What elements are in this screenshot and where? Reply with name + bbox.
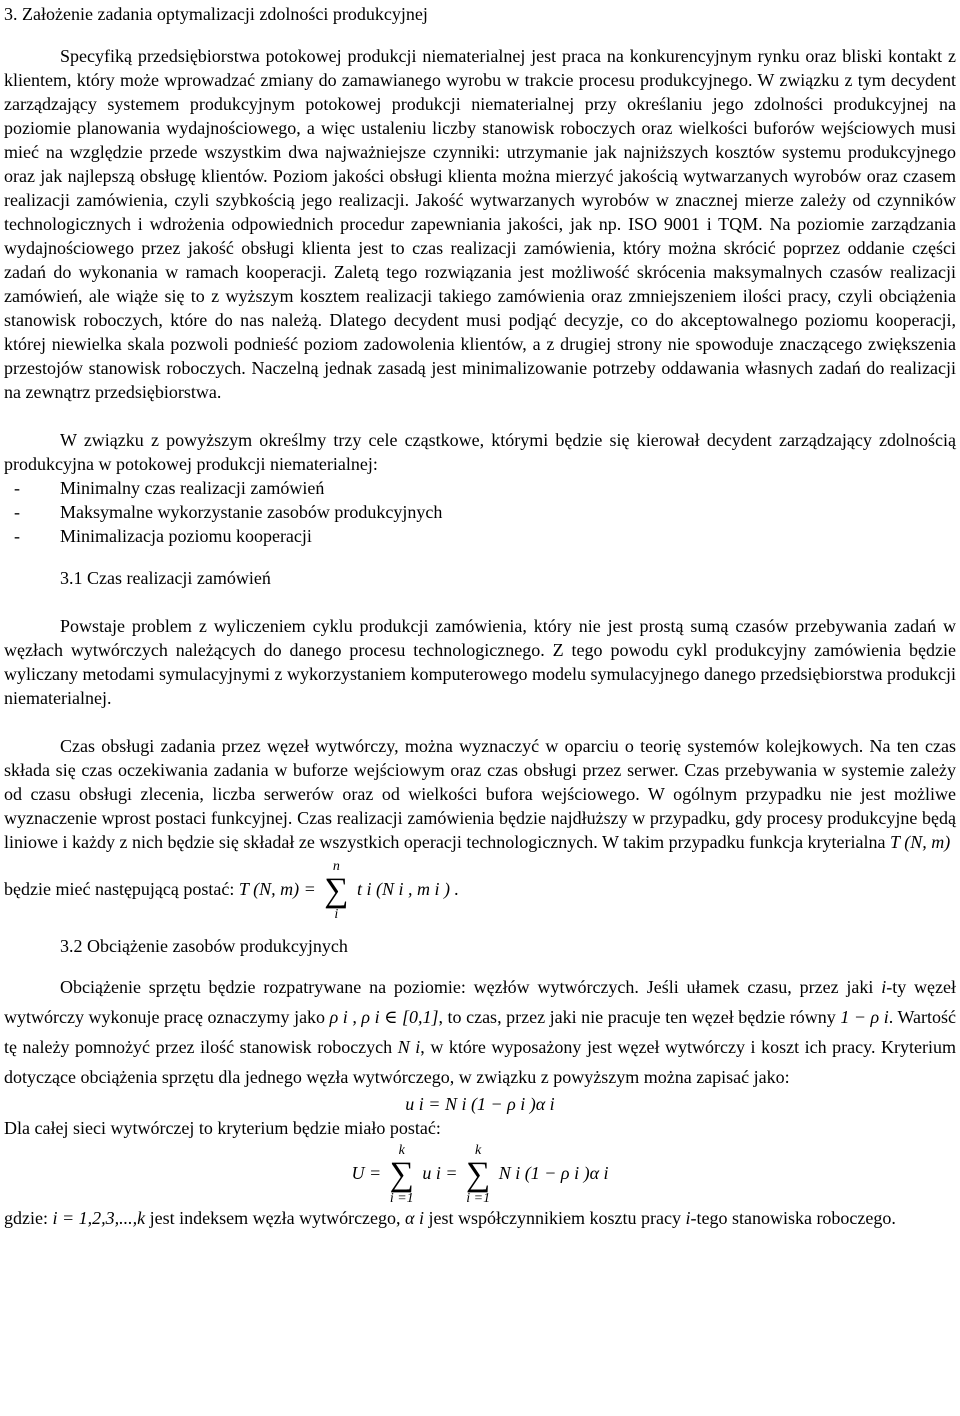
list-dash: - — [14, 502, 20, 522]
formula-T-line — [4, 860, 956, 922]
formula-u-i-text: u i = N i (1 − ρ i )α i — [405, 1094, 555, 1114]
paragraph-text: -ty węzeł wytwórczy wykonuje pracę oznaczymy jako — [4, 977, 956, 1027]
section-3-2-paragraph-3 — [4, 1206, 956, 1230]
formula-u-i — [4, 1092, 956, 1116]
paragraph-text: Czas obsługi zadania przez węzeł wytwórczy, można wyznaczyć w oparciu o teorię systemów kolejkowych. Na ten czas składa się czas oczekiwania zadania w buforze wejściowym oraz czas obsługi przez serwer. Czas przebywania w systemie zależy od czasu obsługi zlecenia, liczba serwerów oraz od wielkości bufora wejściowego. W ogólnym przypadku nie jest możliwe wyznaczenie wprost postaci funkcyjnej. Czas realizacji zamówienia będzie najdłuższy w przypadku, gdy procesy produkcyjne będą liniowe i każdy z nich będzie się składał ze wszystkich operacji technologicznych. W takim przypadku funkcja kryterialna — [4, 736, 956, 852]
sum-symbol — [324, 860, 348, 922]
formula-U-lhs: U = — [351, 1163, 382, 1184]
section-3-title: 3. Założenie zadania optymalizacji zdolności produkcyjnej — [4, 4, 428, 24]
sigma-icon: ∑ — [389, 1156, 414, 1193]
paragraph-text: gdzie: — [4, 1208, 48, 1228]
formula-one-minus-rho: 1 − ρ i — [840, 1007, 889, 1027]
sigma-icon: ∑ — [466, 1156, 491, 1193]
paragraph-text: , to czas, przez jaki nie pracuje ten węzeł będzie równy — [438, 1007, 836, 1027]
formula-U-rhs: N i (1 − ρ i )α i — [498, 1163, 609, 1184]
paragraph-text: -tego stanowiska roboczego. — [690, 1208, 896, 1228]
section-3-1-paragraph-2 — [4, 734, 956, 854]
section-3-2-paragraph-2: Dla całej sieci wytwórczej to kryterium będzie miało postać: — [4, 1118, 441, 1138]
sum-symbol — [390, 1144, 414, 1206]
goal-text: Minimalny czas realizacji zamówień — [60, 478, 325, 498]
section-3-1-title: 3.1 Czas realizacji zamówień — [60, 568, 271, 588]
goals-list — [4, 476, 956, 548]
formula-index-range: i = 1,2,3,...,k — [52, 1208, 146, 1228]
sum-lower-limit: i — [334, 907, 339, 922]
section-3-2-title: 3.2 Obciążenie zasobów produkcyjnych — [60, 936, 348, 956]
paragraph-text: Obciążenie sprzętu będzie rozpatrywane na poziomie: węzłów wytwórczych. Jeśli ułamek czasu, przez jaki — [60, 977, 874, 997]
list-dash: - — [14, 526, 20, 546]
section-3-1-paragraph-1: Powstaje problem z wyliczeniem cyklu produkcji zamówienia, który nie jest prostą sumą czasów przebywania zadań w węzłach wytwórczych należących do danego procesu technologicznego. Z tego powodu cykl produkcyjny zamówienia będzie wyliczany metodami symulacyjnymi z wykorzystaniem komputerowego modelu symulacyjnego danego przedsiębiorstwa produkcji niematerialnej. — [4, 616, 956, 708]
formula-T-inline: T (N, m) — [890, 832, 951, 852]
section-3-paragraph-2: W związku z powyższym określmy trzy cele cząstkowe, którymi będzie się kierował decydent zarządzający zdolnością produkcyjna w potokowej produkcji niematerialnej: — [4, 430, 956, 474]
index-i: i — [881, 977, 887, 997]
formula-rho-definition: ρ i , ρ i ∈ [0,1] — [329, 1007, 439, 1027]
sum-lower-limit: i =1 — [466, 1191, 491, 1206]
sum-upper-limit: k — [475, 1143, 482, 1158]
sum-symbol — [466, 1144, 490, 1206]
sum-upper-limit: k — [398, 1143, 405, 1158]
sum-lower-limit: i =1 — [389, 1191, 414, 1206]
sigma-icon: ∑ — [324, 872, 349, 909]
section-3-paragraph-1: Specyfiką przedsiębiorstwa potokowej produkcji niematerialnej jest praca na konkurencyjnym rynku oraz bliski kontakt z klientem, który może wprowadzać zmiany do zamawianego wyrobu w trakcie procesu produkcyjnego. W związku z tym decydent zarządzający systemem produkcyjnym potokowej produkcji niematerialnej przy określaniu jego zdolności produkcyjnej na poziomie planowania wydajnościowego, a więc ustaleniu liczby stanowisk roboczych oraz wielkości buforów wejściowych musi mieć na względzie przede wszystkim dwa najważniejsze czynniki: utrzymanie jak najniższych kosztów systemu produkcyjnego oraz jak najlepszą obsługę klientów. Poziom jakości obsługi klienta można mierzyć jakością wytwarzanych wyrobów oraz czasem realizacji zamówienia, czyli szybkością jego realizacji. Jakość wytwarzanych wyrobów w znacznej mierze zależy od czynników technologicznych i wdrożenia odpowiednich procedur zapewniania jakości, jak np. ISO 9001 i TQM. Na poziomie zarządzania wydajnościowego przez jakość obsługi klienta jest to czas realizacji zamówienia, który można skrócić poprzez oddanie części zadań do wykonania w ramach kooperacji. Zaletą tego rozwiązania jest możliwość skrócenia maksymalnych czasów realizacji zamówień, ale wiąże się to z wyższym kosztem realizacji takiego zamówienia oraz zmniejszeniem ilości pracy, czyli obciążenia stanowisk roboczych, które do nas należą. Dlatego decydent musi podjąć decyzje, co do akceptowalnego poziomu kooperacji, której niewielka skala pozwoli podnieść poziom zadowolenia klientów, a z drugiej strony nie spowoduje znaczącego zwiększenia przestojów stanowisk roboczych. Naczelną jednak zasadą jest minimalizowanie potrzeby oddawania własnych zadań do realizacji na zewnątrz przedsiębiorstwa. — [4, 46, 956, 402]
paragraph-text: . Wartość tę należy pomnożyć przez ilość stanowisk roboczych — [4, 1007, 956, 1057]
section-3-2-paragraph-1 — [4, 972, 956, 1092]
formula-T-rhs: t i (N i , m i ) . — [356, 879, 459, 900]
formula-lead-text: będzie mieć następującą postać: — [4, 879, 235, 900]
paragraph-text: jest indeksem węzła wytwórczego, — [149, 1208, 401, 1228]
formula-T-lhs: T (N, m) = — [238, 879, 316, 900]
goal-item — [4, 524, 956, 548]
goal-item — [4, 476, 956, 500]
formula-U — [4, 1144, 956, 1206]
sum-upper-limit: n — [332, 859, 340, 874]
goal-item — [4, 500, 956, 524]
goal-text: Maksymalne wykorzystanie zasobów produkcyjnych — [60, 502, 443, 522]
paragraph-text: jest współczynnikiem kosztu pracy — [428, 1208, 681, 1228]
goal-text: Minimalizacja poziomu kooperacji — [60, 526, 312, 546]
paragraph-text: , w które wyposażony jest węzeł wytwórczy i koszt ich pracy. Kryterium dotyczące obciążenia sprzętu dla jednego węzła wytwórczego, w związku z powyższym można zapisać jako: — [4, 1037, 957, 1087]
index-i: i — [685, 1208, 691, 1228]
formula-alpha-i: α i — [405, 1208, 424, 1228]
formula-U-mid: u i = — [422, 1163, 458, 1184]
formula-N-i: N i — [397, 1037, 421, 1057]
list-dash: - — [14, 478, 20, 498]
